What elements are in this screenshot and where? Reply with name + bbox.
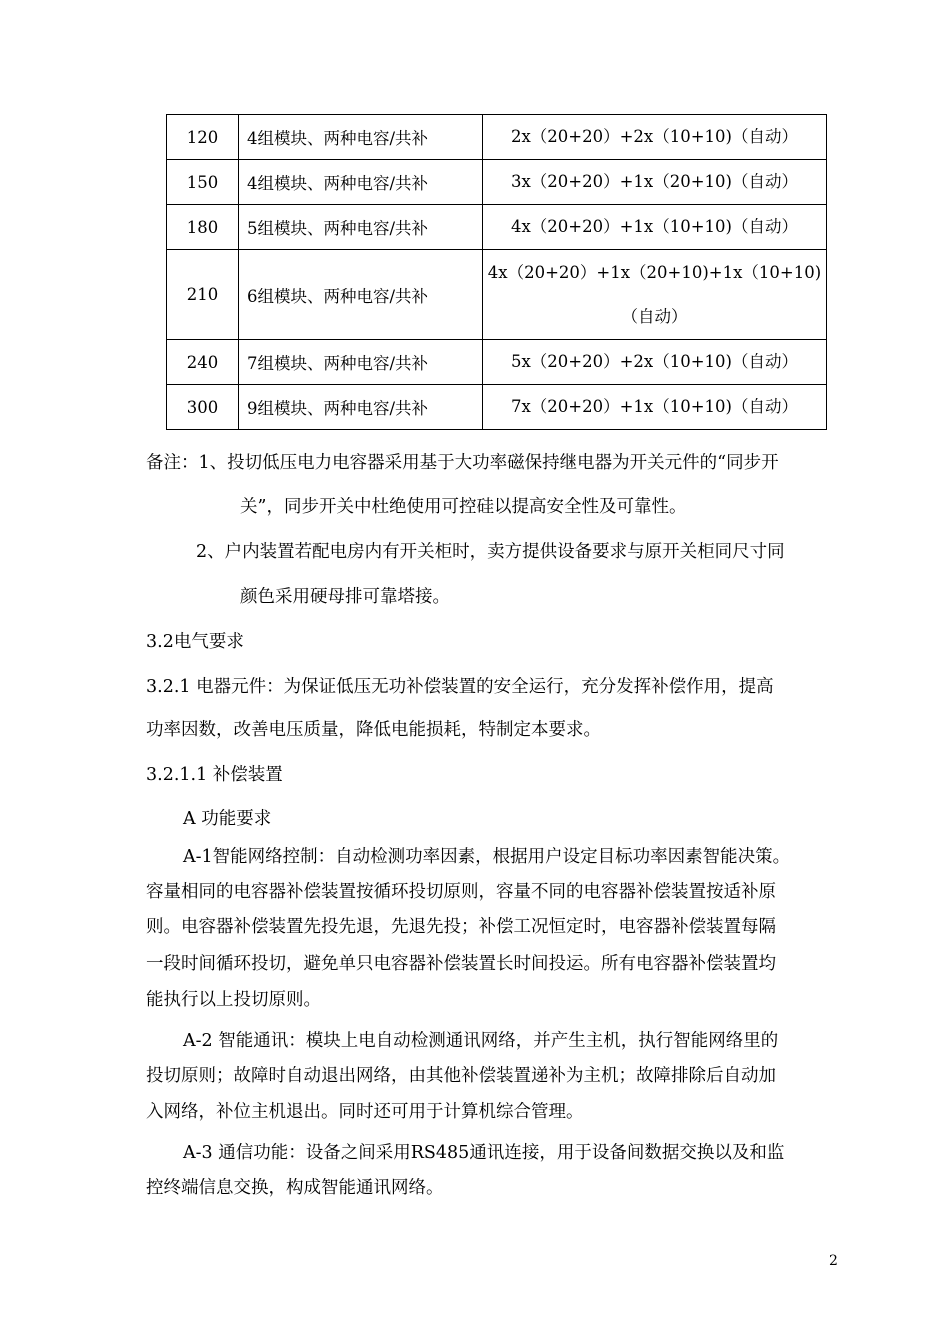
table-row [167, 205, 827, 250]
capacity-cell: 240 [167, 340, 239, 385]
table-row [167, 115, 827, 160]
a1-line-4: 一段时间循环投切，避免单只电容器补偿装置长时间投运。所有电容器补偿装置均 [146, 954, 776, 974]
table-row [167, 385, 827, 430]
config-cell: 7组模块、两种电容/共补 [239, 340, 483, 385]
paragraph-3-2-1-line-1: 3.2.1 电器元件：为保证低压无功补偿装置的安全运行，充分发挥补偿作用，提高 [146, 677, 774, 697]
config-cell: 4组模块、两种电容/共补 [239, 115, 483, 160]
section-heading-3-2-1-1: 3.2.1.1 补偿装置 [146, 765, 283, 785]
capacity-cell: 150 [167, 160, 239, 205]
table-row [167, 250, 827, 340]
capacity-cell: 300 [167, 385, 239, 430]
scheme-line: 4x（20+20）+1x（20+10)+1x（10+10) [487, 262, 822, 282]
a2-line-1: A-2 智能通讯：模块上电自动检测通讯网络，并产生主机，执行智能网络里的 [183, 1031, 779, 1051]
scheme-cell: 3x（20+20）+1x（20+10)（自动） [483, 160, 827, 205]
compensation-spec-table [166, 114, 827, 430]
scheme-cell: 4x（20+20）+1x（10+10)（自动） [483, 205, 827, 250]
scheme-cell: 5x（20+20）+2x（10+10)（自动） [483, 340, 827, 385]
config-cell: 4组模块、两种电容/共补 [239, 160, 483, 205]
capacity-cell: 180 [167, 205, 239, 250]
a2-line-2: 投切原则；故障时自动退出网络，由其他补偿装置递补为主机；故障排除后自动加 [146, 1066, 776, 1086]
capacity-cell: 210 [167, 250, 239, 340]
a2-line-3: 入网络，补位主机退出。同时还可用于计算机综合管理。 [146, 1102, 584, 1122]
capacity-cell: 120 [167, 115, 239, 160]
note-2-line-2: 颜色采用硬母排可靠塔接。 [240, 587, 450, 607]
a1-line-5: 能执行以上投切原则。 [146, 990, 321, 1010]
a1-line-1: A-1智能网络控制：自动检测功率因素，根据用户设定目标功率因素智能决策。 [183, 847, 791, 867]
table-row [167, 160, 827, 205]
note-1-line-2: 关”，同步开关中杜绝使用可控硅以提高安全性及可靠性。 [240, 497, 687, 517]
scheme-cell [483, 250, 827, 340]
a3-line-2: 控终端信息交换，构成智能通讯网络。 [146, 1178, 444, 1198]
a1-line-2: 容量相同的电容器补偿装置按循环投切原则，容量不同的电容器补偿装置按适补原 [146, 882, 776, 902]
scheme-cell: 2x（20+20）+2x（10+10)（自动） [483, 115, 827, 160]
scheme-line: （自动） [621, 306, 688, 326]
paragraph-3-2-1-line-2: 功率因数，改善电压质量，降低电能损耗，特制定本要求。 [146, 720, 601, 740]
subheading-a: A 功能要求 [183, 809, 272, 829]
config-cell: 9组模块、两种电容/共补 [239, 385, 483, 430]
config-cell: 5组模块、两种电容/共补 [239, 205, 483, 250]
table-row [167, 340, 827, 385]
config-cell: 6组模块、两种电容/共补 [239, 250, 483, 340]
scheme-cell: 7x（20+20）+1x（10+10)（自动） [483, 385, 827, 430]
a1-line-3: 则。电容器补偿装置先投先退，先退先投；补偿工况恒定时，电容器补偿装置每隔 [146, 917, 776, 937]
note-2-line-1: 2、户内装置若配电房内有开关柜时，卖方提供设备要求与原开关柜同尺寸同 [196, 542, 785, 562]
page-number: 2 [829, 1253, 838, 1269]
note-1-line-1: 备注：1、投切低压电力电容器采用基于大功率磁保持继电器为开关元件的“同步开 [146, 453, 779, 473]
section-heading-3-2: 3.2电气要求 [146, 632, 244, 652]
a3-line-1: A-3 通信功能：设备之间采用RS485通讯连接，用于设备间数据交换以及和监 [183, 1143, 785, 1163]
